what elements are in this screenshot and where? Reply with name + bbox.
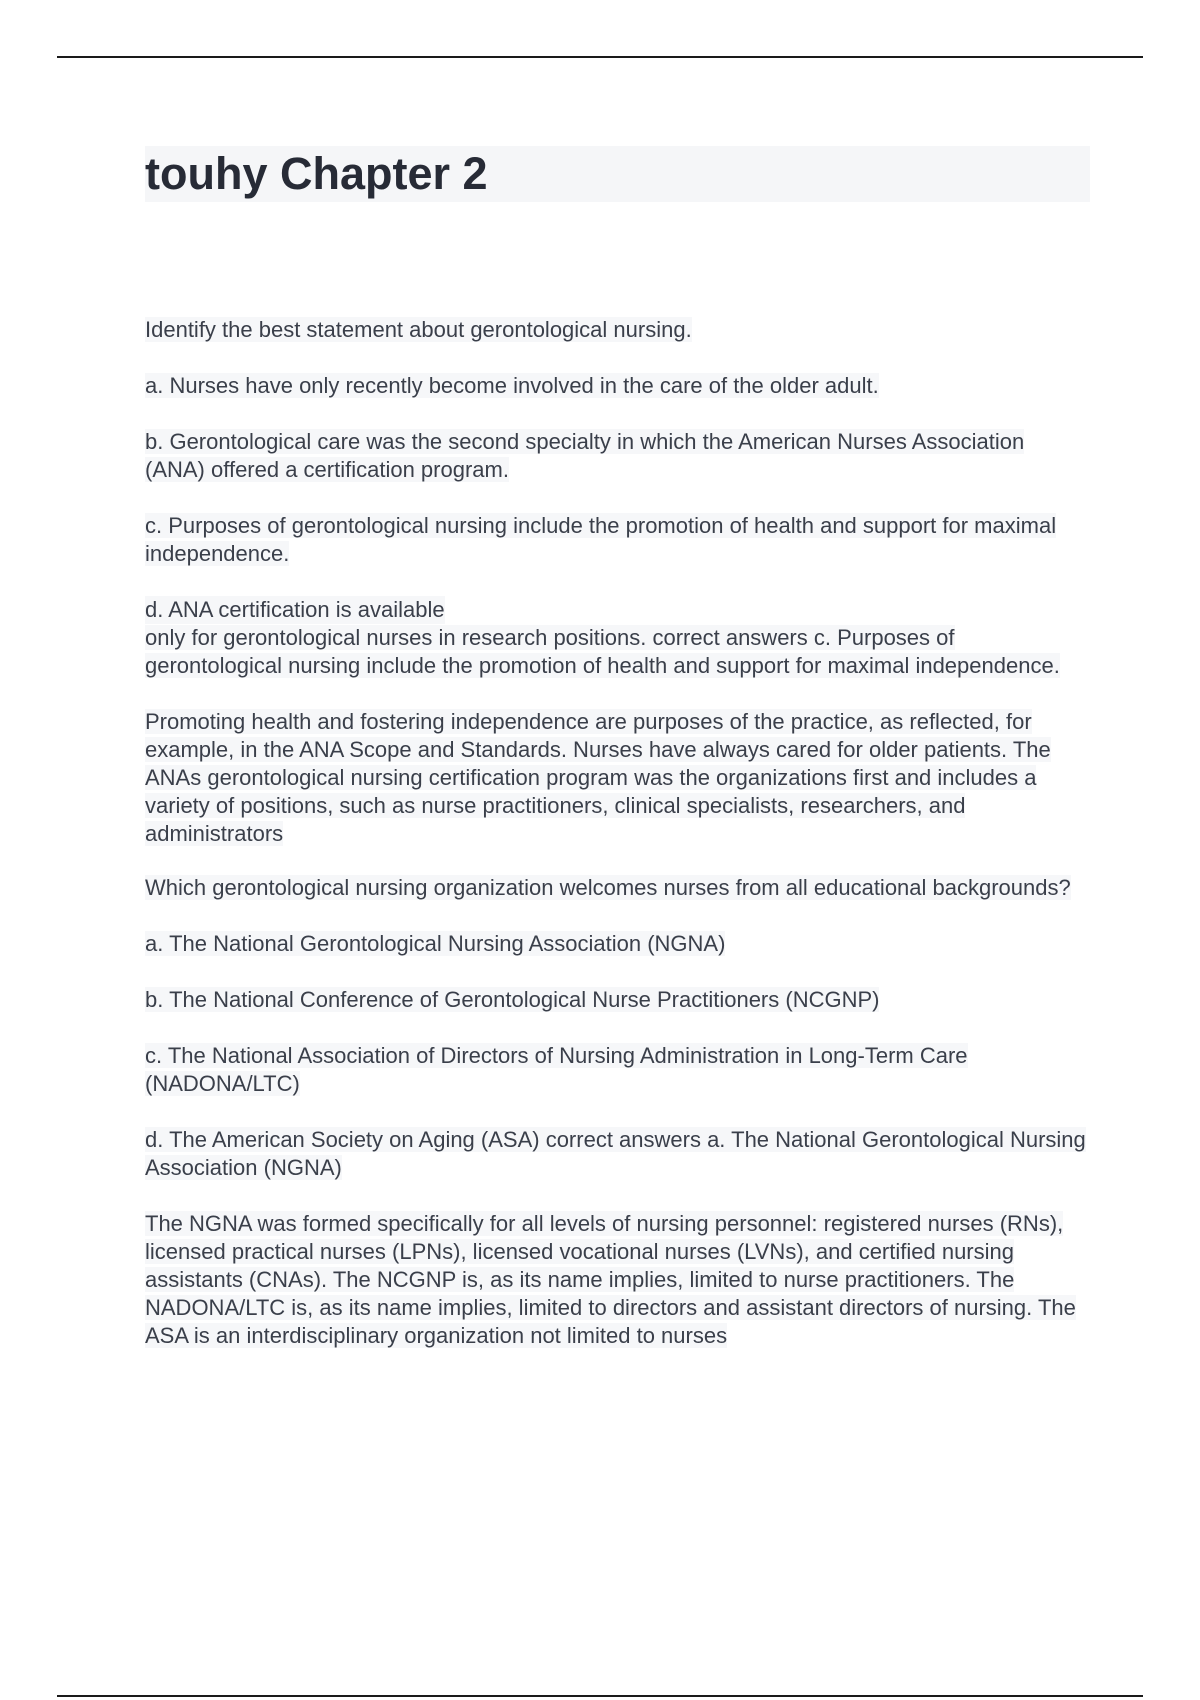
answer-option-b: b. The National Conference of Gerontological Nurse Practitioners (NCGNP)	[145, 987, 880, 1012]
document-title: touhy Chapter 2	[145, 146, 1090, 202]
bottom-rule	[57, 1695, 1143, 1697]
question-stem: Identify the best statement about gerontological nursing.	[145, 317, 692, 342]
answer-option-b: b. Gerontological care was the second specialty in which the American Nurses Association (ANA) offered a certification program.	[145, 429, 1025, 482]
question-stem: Which gerontological nursing organization welcomes nurses from all educational backgrounds?	[145, 875, 1071, 900]
rationale-text: Promoting health and fostering independence are purposes of the practice, as reflected, for example, in the ANA Scope and Standards. Nurses have always cared for older patients. The ANAs gerontological nursing certification program was the organizations first and includes a variety of positions, such as nurse practitioners, clinical specialists, researchers, and administrators	[145, 709, 1051, 846]
answer-option-a: a. The National Gerontological Nursing Association (NGNA)	[145, 931, 726, 956]
answer-option-d-with-correct-answer: d. The American Society on Aging (ASA) correct answers a. The National Gerontological Nursing Association (NGNA)	[145, 1127, 1086, 1180]
answer-option-c: c. Purposes of gerontological nursing include the promotion of health and support for maximal independence.	[145, 513, 1057, 566]
question-list	[145, 316, 1090, 1350]
answer-option-a: a. Nurses have only recently become involved in the care of the older adult.	[145, 373, 879, 398]
top-rule	[57, 56, 1143, 58]
question-block-1	[145, 316, 1090, 848]
question-block-2	[145, 874, 1090, 1350]
answer-option-d-with-correct-answer	[145, 596, 1090, 680]
answer-option-c: c. The National Association of Directors of Nursing Administration in Long-Term Care (NADONA/LTC)	[145, 1043, 968, 1096]
rationale-text: The NGNA was formed specifically for all levels of nursing personnel: registered nurses (RNs), licensed practical nurses (LPNs), licensed vocational nurses (LVNs), and certified nursing assistants (CNAs). The NCGNP is, as its name implies, limited to nurse practitioners. The NADONA/LTC is, as its name implies, limited to directors and assistant directors of nursing. The ASA is an interdisciplinary organization not limited to nurses	[145, 1211, 1076, 1348]
document-body	[145, 146, 1090, 1376]
answer-option-d-continuation: only for gerontological nurses in research positions. correct answers c. Purposes of gerontological nursing include the promotion of health and support for maximal independence.	[145, 625, 1060, 678]
answer-option-d-first-line: d. ANA certification is available	[145, 597, 445, 622]
